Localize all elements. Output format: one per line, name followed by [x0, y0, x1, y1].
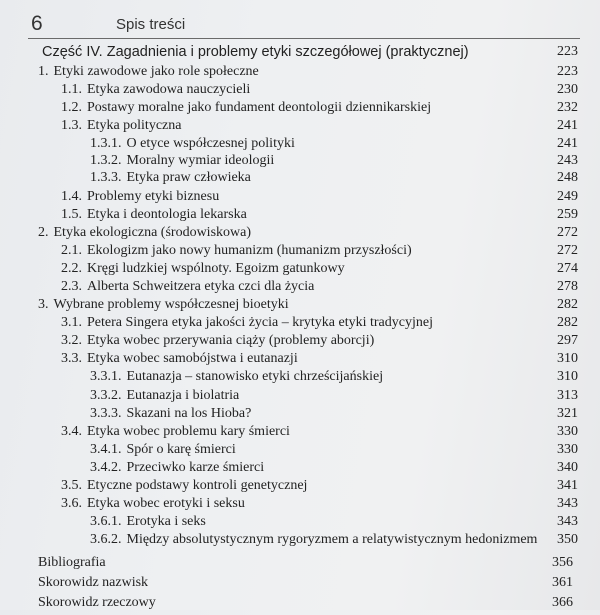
toc-entry-label: [90, 532, 537, 548]
toc-entry-page: 341: [557, 478, 578, 493]
toc-entry-number: 3.3.: [61, 351, 82, 366]
toc-entry: [0, 44, 600, 64]
toc-entry: [0, 118, 600, 138]
toc-entry-number: 3.3.2.: [90, 388, 122, 403]
toc-entry: [0, 442, 600, 462]
toc-entry-title: Etyka wobec samobójstwa i eutanazji: [87, 351, 298, 366]
toc-entry-title: Kręgi ludzkiej wspólnoty. Egoizm gatunkowy: [87, 261, 345, 276]
toc-entry-page: 310: [557, 351, 578, 366]
toc-entry-page: 230: [557, 82, 578, 97]
toc-entry-page: 272: [557, 243, 578, 258]
toc-entry-page: 282: [557, 315, 578, 330]
toc-entry-label: [61, 279, 314, 295]
toc-entry: [0, 460, 600, 480]
toc-entry-number: 3.3.1.: [90, 369, 122, 384]
toc-entry-page: 321: [557, 406, 578, 421]
toc-entry-number: 3.3.3.: [90, 406, 122, 421]
toc-entry-label: [90, 153, 274, 169]
toc-entry-number: 3.6.2.: [90, 532, 122, 547]
toc-entry-title: Etyka i deontologia lekarska: [87, 207, 247, 222]
toc-entry: [0, 333, 600, 353]
toc-entry-page: 297: [557, 333, 578, 348]
toc-entry-label: [90, 369, 383, 385]
toc-entry: [0, 279, 600, 299]
toc-entry-title: Problemy etyki biznesu: [87, 189, 220, 204]
toc-entry-number: 1.3.: [61, 118, 82, 133]
toc-entry-page: 310: [557, 369, 578, 384]
toc-entry-number: 3.4.2.: [90, 460, 122, 475]
toc-entry: [0, 532, 600, 552]
toc-entry-label: [90, 406, 251, 422]
toc-entry: [0, 595, 600, 615]
toc-entry-label: [90, 388, 239, 404]
toc-entry-title: Etyczne podstawy kontroli genetycznej: [87, 478, 308, 493]
toc-entry: [0, 388, 600, 408]
toc-entry-number: 1.5.: [61, 207, 82, 222]
table-of-contents: [0, 44, 600, 610]
toc-entry-number: 3.4.: [61, 424, 82, 439]
toc-entry-title: Bibliografia: [38, 555, 106, 570]
toc-entry: [0, 64, 600, 84]
toc-entry-page: 330: [557, 424, 578, 439]
running-title: Spis treści: [116, 16, 186, 33]
toc-entry-number: 1.2.: [61, 100, 82, 115]
toc-entry: [0, 82, 600, 102]
toc-entry-label: [61, 424, 290, 440]
toc-entry-page: 232: [557, 100, 578, 115]
toc-entry: [0, 315, 600, 335]
toc-entry-label: [38, 575, 148, 591]
toc-entry-number: 3.2.: [61, 333, 82, 348]
toc-entry-label: [90, 170, 251, 186]
page-header: [28, 10, 580, 39]
toc-entry-title: Skazani na los Hioba?: [126, 406, 252, 421]
toc-entry-title: Etyka ekologiczna (środowiskowa): [53, 225, 251, 240]
toc-entry: [0, 261, 600, 281]
toc-entry-page: 274: [557, 261, 578, 276]
toc-entry-label: [61, 478, 307, 494]
toc-entry-title: Postawy moralne jako fundament deontologii dziennikarskiej: [87, 100, 432, 115]
toc-entry-title: Etyka polityczna: [87, 118, 182, 133]
toc-entry-number: 1.3.2.: [90, 153, 122, 168]
toc-entry-title: Między absolutystycznym rygoryzmem a relatywistycznym hedonizmem: [126, 532, 538, 547]
toc-entry: [0, 424, 600, 444]
toc-entry-page: 223: [557, 64, 578, 79]
toc-entry-label: [38, 64, 259, 80]
toc-entry-label: [61, 207, 247, 223]
toc-entry-label: [90, 136, 295, 152]
toc-entry-number: 3.: [38, 297, 49, 312]
toc-entry-page: 330: [557, 442, 578, 457]
toc-entry-title: Spór o karę śmierci: [126, 442, 236, 457]
toc-entry-title: Przeciwko karze śmierci: [126, 460, 265, 475]
toc-entry-page: 243: [557, 153, 578, 168]
toc-entry-number: 3.6.1.: [90, 514, 122, 529]
toc-entry: [0, 555, 600, 575]
toc-entry-label: [61, 100, 431, 116]
toc-entry-label: [38, 225, 251, 241]
toc-entry-title: Etyka praw człowieka: [126, 170, 251, 185]
toc-entry: [0, 189, 600, 209]
toc-entry-page: 241: [557, 136, 578, 151]
toc-entry-page: 366: [552, 595, 573, 610]
toc-entry-title: Wybrane problemy współczesnej bioetyki: [53, 297, 289, 312]
toc-entry: [0, 514, 600, 534]
toc-entry-label: [61, 82, 250, 98]
toc-entry-title: Skorowidz rzeczowy: [38, 595, 156, 610]
toc-entry-page: 248: [557, 170, 578, 185]
toc-entry: [0, 351, 600, 371]
toc-entry-number: 3.1.: [61, 315, 82, 330]
toc-entry-page: 361: [552, 575, 573, 590]
toc-entry: [0, 243, 600, 263]
toc-entry-page: 282: [557, 297, 578, 312]
toc-entry-page: 272: [557, 225, 578, 240]
toc-entry-label: [61, 189, 219, 205]
toc-entry-number: 1.4.: [61, 189, 82, 204]
toc-entry-number: 3.4.1.: [90, 442, 122, 457]
toc-entry-label: [38, 297, 289, 313]
toc-entry-label: [61, 351, 298, 367]
toc-entry-title: O etyce współczesnej polityki: [126, 136, 295, 151]
toc-entry: [0, 170, 600, 190]
toc-entry-title: Eutanazja i biolatria: [126, 388, 240, 403]
toc-entry-label: [61, 333, 374, 349]
toc-entry: [0, 100, 600, 120]
toc-entry-page: 356: [552, 555, 573, 570]
toc-entry: [0, 297, 600, 317]
toc-entry-number: 2.1.: [61, 243, 82, 258]
toc-entry-page: 223: [557, 44, 578, 59]
toc-entry-label: [90, 442, 236, 458]
toc-entry-title: Moralny wymiar ideologii: [126, 153, 275, 168]
toc-entry: [0, 406, 600, 426]
toc-entry-title: Etyki zawodowe jako role społeczne: [53, 64, 259, 79]
toc-entry-page: 350: [557, 532, 578, 547]
toc-entry-number: 1.: [38, 64, 49, 79]
toc-entry-title: Etyka zawodowa nauczycieli: [87, 82, 251, 97]
toc-entry-title: Część IV. Zagadnienia i problemy etyki szczegółowej (praktycznej): [42, 44, 469, 60]
toc-entry: [0, 225, 600, 245]
toc-entry-label: [61, 118, 181, 134]
toc-entry-number: 1.3.1.: [90, 136, 122, 151]
toc-entry-number: 2.2.: [61, 261, 82, 276]
toc-entry-page: 343: [557, 496, 578, 511]
toc-entry-number: 3.5.: [61, 478, 82, 493]
toc-entry-number: 2.3.: [61, 279, 82, 294]
toc-entry-number: 1.1.: [61, 82, 82, 97]
toc-entry-label: [61, 496, 245, 512]
toc-entry-page: 340: [557, 460, 578, 475]
toc-entry-label: [38, 555, 106, 571]
toc-entry: [0, 369, 600, 389]
toc-entry: [0, 478, 600, 498]
toc-entry-title: Alberta Schweitzera etyka czci dla życia: [87, 279, 315, 294]
toc-entry-title: Skorowidz nazwisk: [38, 575, 149, 590]
toc-entry-page: 313: [557, 388, 578, 403]
toc-entry-title: Petera Singera etyka jakości życia – krytyka etyki tradycyjnej: [87, 315, 433, 330]
toc-entry-page: 259: [557, 207, 578, 222]
toc-entry-title: Ekologizm jako nowy humanizm (humanizm przyszłości): [87, 243, 412, 258]
toc-entry-page: 241: [557, 118, 578, 133]
toc-entry-title: Eutanazja – stanowisko etyki chrześcijańskiej: [126, 369, 384, 384]
toc-entry-page: 343: [557, 514, 578, 529]
toc-entry-number: 2.: [38, 225, 49, 240]
toc-entry-label: [61, 243, 412, 259]
toc-entry-label: [38, 595, 156, 611]
toc-entry-number: 1.3.3.: [90, 170, 122, 185]
toc-entry-title: Etyka wobec erotyki i seksu: [87, 496, 245, 511]
toc-entry: [0, 575, 600, 595]
toc-entry-label: [61, 315, 433, 331]
page-number: 6: [31, 12, 43, 35]
toc-entry-title: Etyka wobec przerywania ciąży (problemy aborcji): [87, 333, 375, 348]
toc-entry-label: [42, 44, 469, 60]
toc-entry-page: 278: [557, 279, 578, 294]
toc-entry-title: Erotyka i seks: [126, 514, 206, 529]
toc-entry: [0, 207, 600, 227]
toc-entry-title: Etyka wobec problemu kary śmierci: [87, 424, 290, 439]
toc-entry-label: [61, 261, 345, 277]
toc-entry-label: [90, 514, 206, 530]
toc-entry: [0, 496, 600, 516]
toc-entry-label: [90, 460, 264, 476]
toc-entry-page: 249: [557, 189, 578, 204]
toc-entry-number: 3.6.: [61, 496, 82, 511]
